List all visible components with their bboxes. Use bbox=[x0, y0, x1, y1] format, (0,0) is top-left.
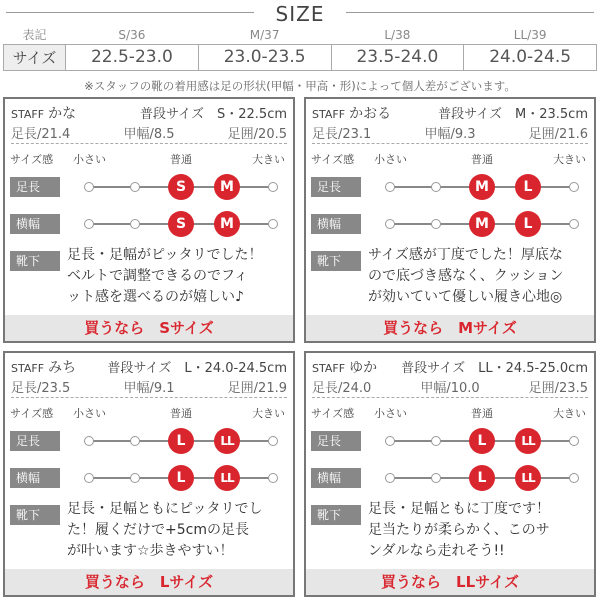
page-title: SIZE bbox=[275, 2, 325, 26]
divider bbox=[11, 397, 287, 398]
size-mark: LL bbox=[515, 465, 541, 491]
row-label-shoe: 靴下 bbox=[311, 505, 361, 525]
recommended-size: 買うなら Lサイズ bbox=[5, 569, 293, 595]
scale-big: 大きい bbox=[252, 407, 285, 420]
scale-dot bbox=[431, 182, 441, 192]
foot-girth: 足囲/23.5 bbox=[528, 381, 588, 396]
row-label-length: 足長 bbox=[311, 177, 361, 197]
size-code: LL/39 bbox=[513, 27, 547, 42]
scale-dot bbox=[385, 219, 395, 229]
scale-dot bbox=[431, 219, 441, 229]
size-mark: L bbox=[469, 465, 495, 491]
comment-line: 足当たりが柔らかく、このサ bbox=[368, 522, 550, 538]
scale-dot bbox=[569, 436, 579, 446]
scale-dot bbox=[385, 473, 395, 483]
foot-length: 足長/23.5 bbox=[11, 381, 71, 396]
comment-line: が効いていて優しい履き心地◎ bbox=[368, 289, 563, 305]
usual-size: 普段サイズ S・22.5cm bbox=[140, 107, 287, 122]
foot-length: 足長/24.0 bbox=[312, 381, 372, 396]
scale-dot bbox=[84, 219, 94, 229]
comment-line: 足長・足幅ともに丁度です！ bbox=[368, 501, 550, 517]
staff-header bbox=[11, 103, 287, 121]
row-label-width: 横幅 bbox=[10, 214, 60, 234]
staff-card bbox=[3, 351, 295, 597]
size-body-label: サイズ bbox=[4, 44, 66, 70]
size-range: 23.0-23.5 bbox=[198, 44, 331, 70]
scale-normal: 普通 bbox=[170, 153, 192, 166]
staff-name: かおる bbox=[349, 106, 392, 122]
scale-dot bbox=[385, 182, 395, 192]
divider bbox=[312, 143, 588, 144]
staff-header bbox=[312, 357, 588, 375]
scale-label: サイズ感 bbox=[311, 407, 355, 420]
staff-name: かな bbox=[48, 106, 77, 122]
scale-dot bbox=[431, 473, 441, 483]
size-mark: S bbox=[168, 211, 194, 237]
scale-dot bbox=[84, 473, 94, 483]
foot-measurements bbox=[312, 123, 588, 141]
staff-comment bbox=[67, 245, 289, 308]
scale-dot bbox=[569, 219, 579, 229]
row-label-length: 足長 bbox=[10, 431, 60, 451]
size-code: S/36 bbox=[118, 27, 146, 42]
scale-small: 小さい bbox=[374, 407, 407, 420]
size-mark: L bbox=[168, 428, 194, 454]
staff-name: ゆか bbox=[349, 360, 378, 376]
recommended-size: 買うなら Mサイズ bbox=[306, 315, 594, 341]
size-mark: LL bbox=[515, 428, 541, 454]
divider bbox=[312, 397, 588, 398]
foot-length: 足長/21.4 bbox=[11, 127, 71, 142]
staff-name: みち bbox=[48, 360, 77, 376]
title-rule-right bbox=[346, 12, 594, 13]
size-head-label: 表記 bbox=[22, 28, 47, 43]
row-label-width: 横幅 bbox=[311, 214, 361, 234]
scale-dot bbox=[130, 182, 140, 192]
foot-measurements bbox=[312, 377, 588, 395]
size-mark: L bbox=[168, 465, 194, 491]
scale-dot bbox=[130, 436, 140, 446]
scale-dot bbox=[130, 473, 140, 483]
foot-measurements bbox=[11, 123, 287, 141]
scale-label: サイズ感 bbox=[311, 153, 355, 166]
size-mark: S bbox=[168, 174, 194, 200]
scale-small: 小さい bbox=[73, 407, 106, 420]
row-label-length: 足長 bbox=[311, 431, 361, 451]
row-label-shoe: 靴下 bbox=[10, 505, 60, 525]
size-mark: M bbox=[469, 211, 495, 237]
size-table-body-row bbox=[4, 44, 597, 70]
scale-dot bbox=[385, 436, 395, 446]
foot-girth: 足囲/20.5 bbox=[227, 127, 287, 142]
row-label-length: 足長 bbox=[10, 177, 60, 197]
staff-tag: STAFF bbox=[312, 108, 346, 121]
comment-line: ベルトで調整できるのでフィ bbox=[67, 268, 248, 284]
staff-card bbox=[304, 351, 596, 597]
scale-dot bbox=[569, 182, 579, 192]
size-code: M/37 bbox=[249, 27, 280, 42]
scale-dot bbox=[431, 436, 441, 446]
scale-dot bbox=[268, 219, 278, 229]
instep-width: 甲幅/9.1 bbox=[123, 381, 175, 396]
staff-comment bbox=[67, 499, 289, 562]
fit-note: ※スタッフの靴の着用感は足の形状(甲幅・甲高・形)によって個人差がございます。 bbox=[84, 79, 516, 93]
size-mark: L bbox=[469, 428, 495, 454]
staff-header bbox=[11, 357, 287, 375]
comment-line: 足長・足幅ともにピッタリでし bbox=[67, 501, 263, 517]
scale-big: 大きい bbox=[252, 153, 285, 166]
recommended-size: 買うなら Sサイズ bbox=[5, 315, 293, 341]
foot-length: 足長/23.1 bbox=[312, 127, 372, 142]
scale-normal: 普通 bbox=[471, 407, 493, 420]
size-range: 24.0-24.5 bbox=[464, 44, 597, 70]
staff-tag: STAFF bbox=[312, 362, 346, 375]
scale-dot bbox=[268, 436, 278, 446]
scale-normal: 普通 bbox=[471, 153, 493, 166]
staff-card bbox=[304, 97, 596, 343]
usual-size: 普段サイズ M・23.5cm bbox=[438, 107, 588, 122]
scale-small: 小さい bbox=[374, 153, 407, 166]
scale-normal: 普通 bbox=[170, 407, 192, 420]
size-mark: L bbox=[515, 174, 541, 200]
foot-girth: 足囲/21.9 bbox=[227, 381, 287, 396]
scale-dot bbox=[84, 182, 94, 192]
size-range: 22.5-23.0 bbox=[66, 44, 199, 70]
scale-dot bbox=[130, 219, 140, 229]
scale-header bbox=[306, 405, 594, 419]
size-table bbox=[3, 26, 597, 71]
foot-girth: 足囲/21.6 bbox=[528, 127, 588, 142]
divider bbox=[11, 143, 287, 144]
comment-line: た！履くだけで+5cmの足長 bbox=[67, 522, 249, 538]
size-mark: M bbox=[469, 174, 495, 200]
size-mark: LL bbox=[214, 465, 240, 491]
scale-small: 小さい bbox=[73, 153, 106, 166]
scale-header bbox=[5, 151, 293, 165]
row-label-width: 横幅 bbox=[10, 468, 60, 488]
size-code: L/38 bbox=[384, 27, 411, 42]
staff-tag: STAFF bbox=[11, 108, 45, 121]
scale-dot bbox=[84, 436, 94, 446]
size-range: 23.5-24.0 bbox=[331, 44, 464, 70]
size-mark: LL bbox=[214, 428, 240, 454]
staff-header bbox=[312, 103, 588, 121]
comment-line: ので底づき感なく、クッション bbox=[368, 268, 564, 284]
comment-line: ンダルなら走れそう!! bbox=[368, 543, 505, 559]
scale-header bbox=[306, 151, 594, 165]
row-label-shoe: 靴下 bbox=[10, 251, 60, 271]
instep-width: 甲幅/10.0 bbox=[420, 381, 480, 396]
scale-dot bbox=[569, 473, 579, 483]
recommended-size: 買うなら LLサイズ bbox=[306, 569, 594, 595]
size-table-head-row bbox=[4, 26, 597, 44]
instep-width: 甲幅/8.5 bbox=[123, 127, 175, 142]
size-mark: M bbox=[214, 174, 240, 200]
comment-line: ット感を選べるのが嬉しい♪ bbox=[67, 289, 244, 305]
staff-tag: STAFF bbox=[11, 362, 45, 375]
comment-line: 足長・足幅がピッタリでした！ bbox=[67, 247, 263, 263]
scale-label: サイズ感 bbox=[10, 153, 54, 166]
row-label-shoe: 靴下 bbox=[311, 251, 361, 271]
staff-card bbox=[3, 97, 295, 343]
comment-line: サイズ感が丁度でした！厚底な bbox=[368, 247, 563, 263]
row-label-width: 横幅 bbox=[311, 468, 361, 488]
usual-size: 普段サイズ L・24.0-24.5cm bbox=[107, 361, 287, 376]
scale-label: サイズ感 bbox=[10, 407, 54, 420]
scale-header bbox=[5, 405, 293, 419]
scale-dot bbox=[268, 473, 278, 483]
size-mark: L bbox=[515, 211, 541, 237]
scale-dot bbox=[268, 182, 278, 192]
staff-comment bbox=[368, 499, 590, 562]
comment-line: が叶います☆歩きやすい！ bbox=[67, 543, 234, 559]
size-mark: M bbox=[214, 211, 240, 237]
scale-big: 大きい bbox=[553, 407, 586, 420]
foot-measurements bbox=[11, 377, 287, 395]
scale-big: 大きい bbox=[553, 153, 586, 166]
staff-comment bbox=[368, 245, 590, 308]
instep-width: 甲幅/9.3 bbox=[424, 127, 476, 142]
usual-size: 普段サイズ LL・24.5-25.0cm bbox=[401, 361, 588, 376]
